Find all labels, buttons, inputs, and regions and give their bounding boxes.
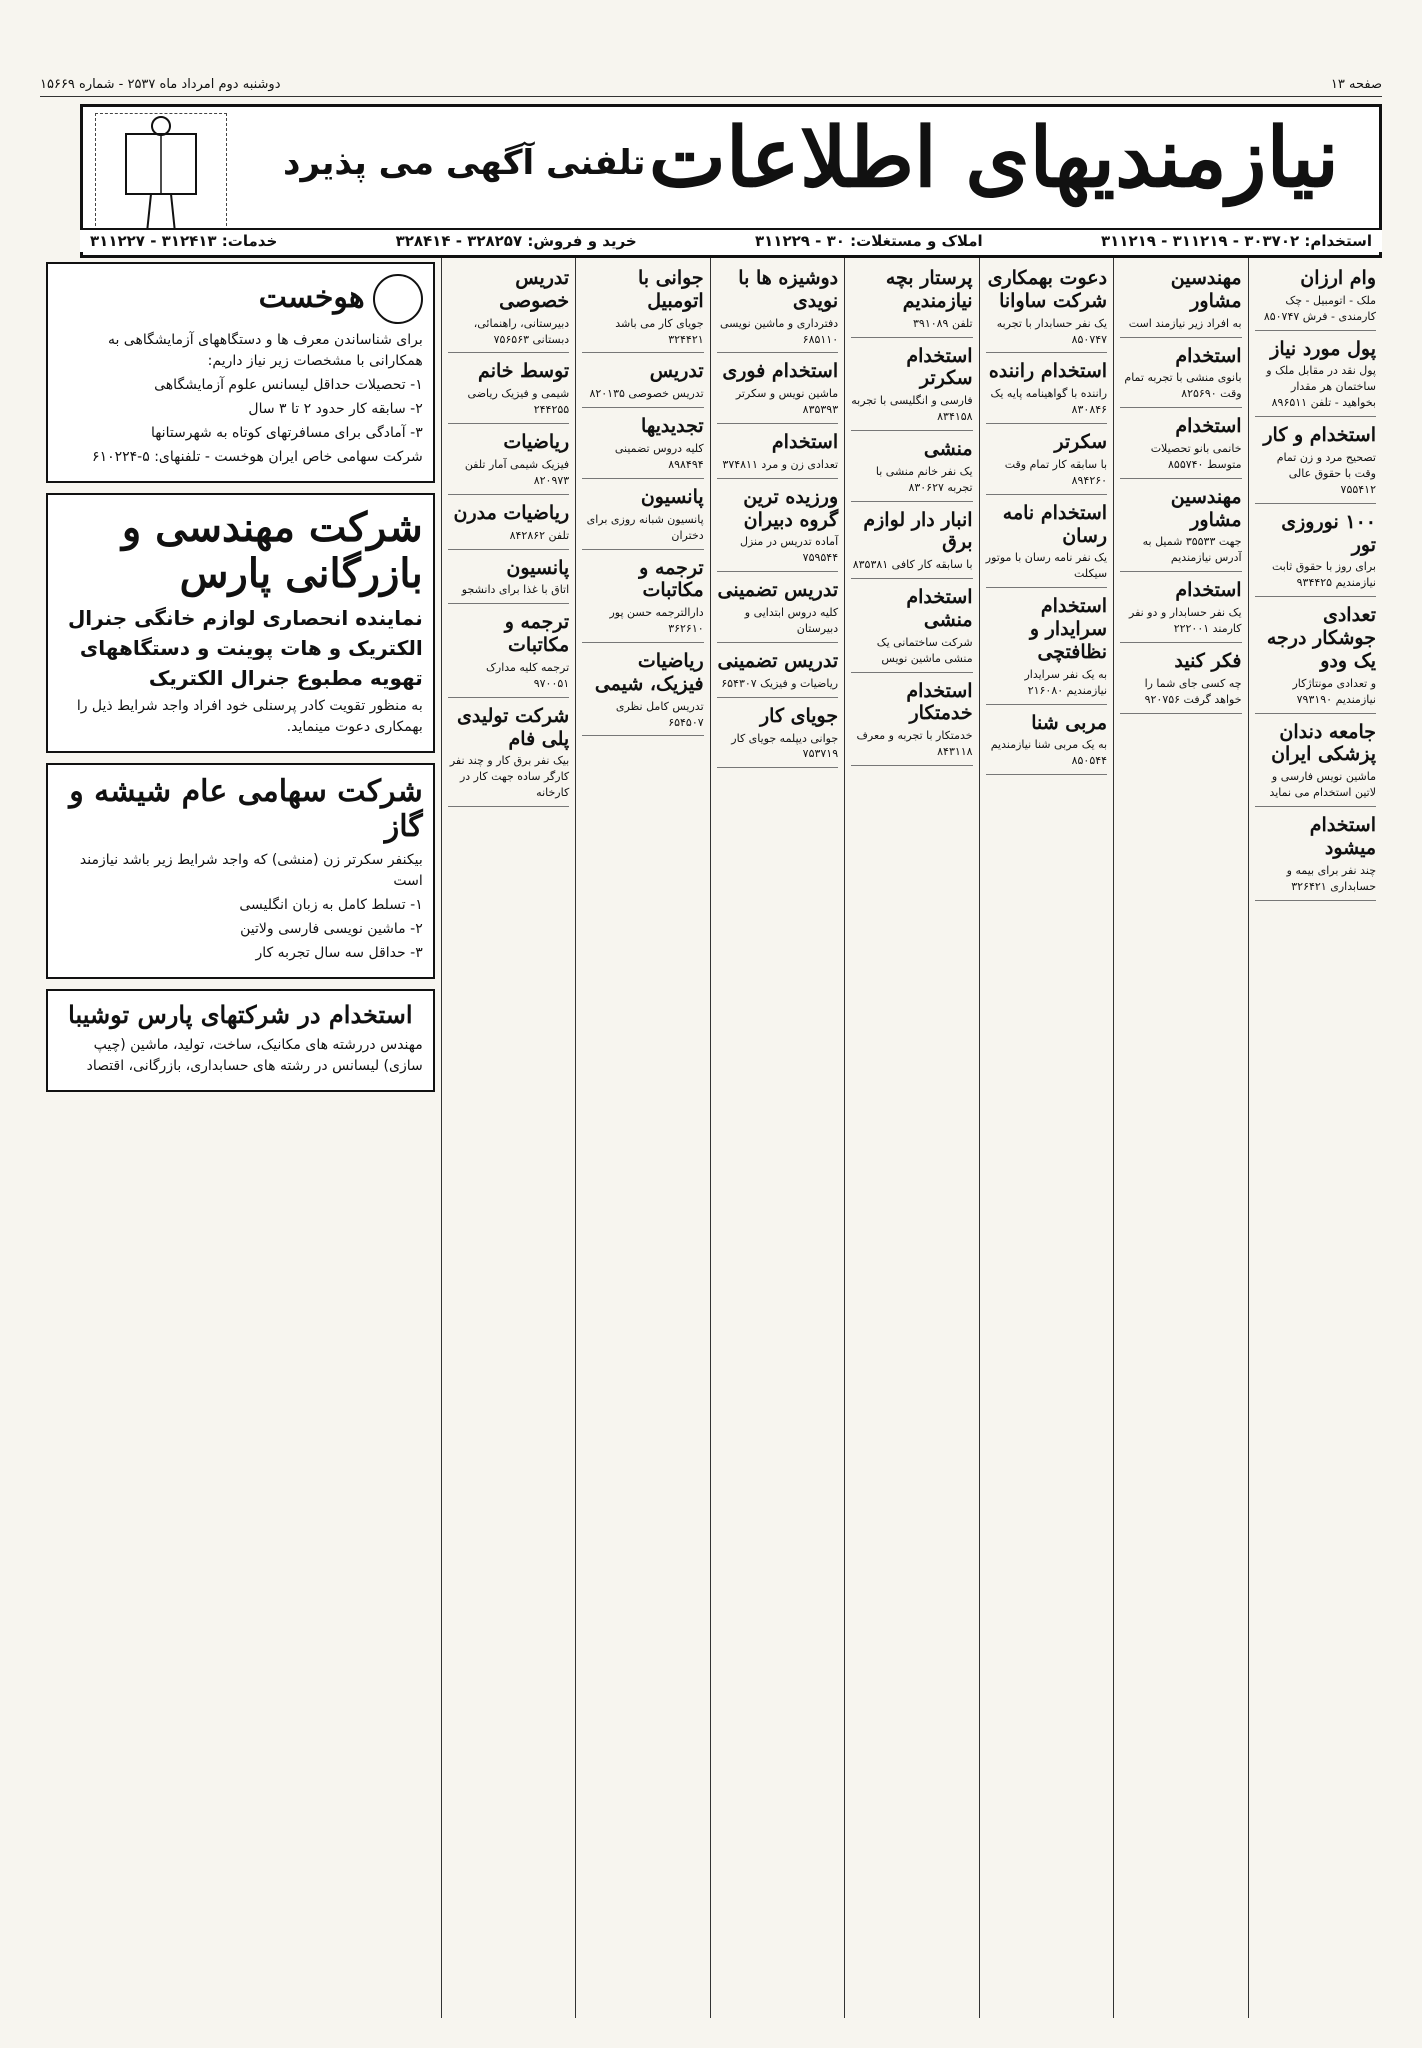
glass-gas-title: شرکت سهامی عام شیشه و گاز [69,774,423,844]
phone-realestate: املاک و مستغلات: ۳۰ - ۳۱۱۲۲۹ [755,232,983,250]
ad-title: استخدام [771,431,839,454]
ad-title: استخدام نامه رسان [1002,501,1108,547]
ad-item [1255,716,1376,807]
ad-body: به یک مربی شنا نیازمندیم ۸۵۰۵۴۴ [990,738,1108,768]
ad-body: با سابقه کار تمام وقت ۸۹۴۲۶۰ [1004,457,1108,487]
ad-body: جوانی دیپلمه جویای کار ۷۵۳۷۱۹ [731,731,839,761]
ad-item [1255,599,1376,713]
ad-body: دبیرستانی، راهنمائی، دبستانی ۷۵۶۵۶۳ [473,316,570,346]
ad-item [448,355,569,424]
ad-item [986,262,1107,353]
ad-title: جامعه دندان پزشکی ایران [1271,720,1376,766]
column-5 [710,258,844,2018]
glass-gas-ad [46,763,435,979]
ad-title: استخدام منشی [906,586,973,631]
ad-title: ریاضیات مدرن [453,501,570,524]
ad-item [582,552,703,643]
ad-item [717,355,838,424]
ad-title: مربی شنا [1031,711,1108,734]
ad-item [717,426,838,479]
pars-engineering-ad [46,493,435,753]
ad-title: وام ارزان [1300,267,1376,289]
ad-body: تدریس کامل نظری ۶۵۴۵۰۷ [615,699,704,729]
ad-title: مهندسین مشاور [1170,485,1242,531]
ad-title: تعدادی جوشکار درجه یک ودو [1266,604,1376,672]
ad-title: استخدام فوری [722,360,839,383]
ad-body: بانوی منشی با تجربه تمام وقت ۸۲۵۶۹۰ [1124,371,1242,401]
ad-item [582,645,703,736]
ad-title: استخدام و کار [1263,424,1376,447]
ad-body: یک نفر نامه رسان با موتور سیکلت [985,551,1108,581]
pars-toshiba-ad [46,989,435,1092]
ad-body: یک نفر حسابدار و دو نفر کارمند ۲۲۲۰۰۱ [1129,606,1242,636]
hoechst-item-3: ۳- آمادگی برای مسافرتهای کوتاه به شهرستانها [150,425,423,441]
ad-item [851,504,972,580]
ad-title: استخدام سرایدار و نظافتچی [1029,595,1108,663]
ad-body: تعدادی زن و مرد ۳۷۴۸۱۱ [722,457,839,471]
ad-title: تجدیدیها [641,415,704,438]
ad-title: فکر کنید [1174,650,1242,673]
ad-body: به افراد زیر نیازمند است [1128,316,1242,330]
ad-title: انبار دار لوازم برق [863,508,973,554]
ad-body: پانسیون شبانه روزی برای دختران [586,512,704,542]
ad-item [1255,262,1376,331]
ad-body: فیزیک شیمی آمار تلفن ۸۲۰۹۷۳ [464,457,570,487]
ad-item [986,590,1107,704]
phone-bar [80,228,1382,252]
ad-item [448,262,569,353]
ad-body: فارسی و انگلیسی با تجربه ۸۳۴۱۵۸ [851,394,973,424]
ad-body: دارالترجمه حسن پور ۳۶۲۶۱۰ [609,606,704,636]
ad-title: پول مورد نیاز [1270,337,1376,360]
ad-body: با سابقه کار کافی ۸۳۵۳۸۱ [852,558,973,572]
ad-title: استخدام [1175,344,1242,367]
toshiba-body: مهندس دررشته های مکانیک، ساخت، تولید، ماشین (چیپ سازی) لیسانس در رشته های حسابداری، بازرگانی، اقتصاد [86,1036,423,1074]
ad-item [717,481,838,572]
page-label: صفحه ۱۳ [1330,76,1382,92]
display-ads-column [40,258,441,2018]
ad-item [1255,506,1376,597]
ad-item [1255,419,1376,504]
hoechst-title-text: هوخست [258,280,365,315]
hoechst-logo-icon [373,274,423,324]
phone-trade: خرید و فروش: ۳۲۸۲۵۷ - ۳۲۸۴۱۴ [395,232,637,250]
glass-gas-body: بیکنفر سکرتر زن (منشی) که واجد شرایط زیر باشد نیازمند است [79,852,423,889]
ad-body: پول نقد در مقابل ملک و ساختمان هر مقدار بخواهید - تلفن ۸۹۶۵۱۱ [1266,364,1376,410]
ad-item [851,675,972,766]
ad-body: شیمی و فیزیک ریاضی ۲۴۴۲۵۵ [467,387,570,417]
ad-body: خانمی بانو تحصیلات متوسط ۸۵۵۷۴۰ [1150,442,1242,471]
ad-body: خدمتکار با تجربه و معرف ۸۴۳۱۱۸ [856,729,973,759]
ad-item [1120,481,1241,572]
ad-item [448,552,569,605]
ad-item [1120,410,1241,479]
page-subtitle: تلفنی آگهی می پذیرد [283,143,646,183]
hoechst-ad [46,262,435,483]
ad-body: کلیه دروس ابتدایی و دبیرستان [744,606,839,636]
ad-body: تلفن ۳۹۱۰۸۹ [913,316,973,330]
column-6 [575,258,709,2018]
ad-body: شرکت ساختمانی یک منشی ماشین نویس [876,635,973,665]
ad-title: تدریس [649,360,704,383]
ad-item [717,700,838,769]
ad-item [1120,262,1241,338]
ad-title: جویای کار [759,704,839,727]
ad-title: توسط خانم [478,360,570,383]
ad-item [717,262,838,353]
ad-title: استخدام راننده [988,360,1108,383]
ad-title: استخدام [1175,415,1242,438]
ad-body: اتاق با غذا برای دانشجو [461,583,570,597]
ad-title: استخدام خدمتکار [906,679,973,725]
pars-body: به منظور تقویت کادر پرسنلی خود افراد واجد شرایط ذیل را بهمکاری دعوت مینماید. [76,698,423,735]
ad-body: یک نفر حسابدار با تجربه ۸۵۰۷۴۷ [996,316,1108,346]
ad-title: ۱۰۰ نوروزی تور [1281,510,1376,556]
ad-title: ورزیده ترین گروه دبیران [743,485,839,531]
ad-title: تدریس تضمینی [717,650,839,673]
ad-body: جهت ۳۵۵۳۳ شمیل به آدرس نیازمندیم [1142,535,1242,565]
glass-gas-item-2: ۲- ماشین نویسی فارسی ولاتین [240,921,423,937]
hoechst-footer: شرکت سهامی خاص ایران هوخست - تلفنهای: ۵-۶۱۰۲۲۴ [92,449,423,465]
ad-title: تدریس تضمینی [717,579,839,602]
ad-body: تدریس خصوصی ۸۲۰۱۳۵ [589,387,704,401]
hoechst-item-2: ۲- سابقه کار حدود ۲ تا ۳ سال [248,401,423,417]
ad-item [1255,809,1376,900]
ad-item [851,340,972,431]
ad-title: شرکت تولیدی پلی فام [456,704,570,750]
ad-item [986,707,1107,776]
ad-body: آماده تدریس در منزل ۷۵۹۵۴۴ [739,535,839,565]
ad-item [851,433,972,502]
ad-title: پانسیون [506,556,570,579]
ad-title: استخدام [1175,579,1242,602]
ad-item [448,606,569,697]
hoechst-intro: برای شناساندن معرف ها و دستگاههای آزمایشگاهی به همکارانی با مشخصات زیر نیاز داریم: [107,332,423,369]
ad-title: سکرتر [1054,431,1108,454]
ad-body: جویای کار می باشد ۳۲۴۴۲۱ [615,316,704,346]
ad-body: ملک - اتومبیل - چک کارمندی - فرش ۸۵۰۷۴۷ [1263,293,1376,323]
column-3 [979,258,1113,2018]
ad-item [582,262,703,353]
phone-services: خدمات: ۳۱۲۴۱۳ - ۳۱۱۲۲۷ [90,232,278,250]
ad-body: یک نفر خانم منشی با تجربه ۸۳۰۶۲۷ [875,464,973,494]
ad-item [986,497,1107,588]
ad-title: ترجمه و مکاتبات [639,556,704,602]
ad-body: ریاضیات و فیزیک ۶۵۴۳۰۷ [721,676,839,690]
ad-body: بیک نفر برق کار و چند نفر کارگر ساده جهت کار در کارخانه [449,754,570,800]
ad-item [851,262,972,338]
ad-item [582,410,703,479]
ad-item [717,574,838,643]
ad-body: کلیه دروس تضمینی ۸۹۸۴۹۴ [614,442,704,471]
ad-body: ترجمه کلیه مدارک ۹۷۰۰۵۱ [486,660,570,690]
column-1 [1248,258,1382,2018]
column-7 [441,258,575,2018]
ad-title: پرستار بچه نیازمندیم [885,267,973,312]
ad-item [851,581,972,672]
ad-body: برای روز با حقوق ثابت نیازمندیم ۹۳۴۴۲۵ [1272,560,1376,590]
ad-body: ماشین نویس فارسی و لاتین استخدام می نماید [1269,770,1376,800]
ad-item [717,645,838,698]
ad-item [986,355,1107,424]
glass-gas-item-1: ۱- تسلط کامل به زبان انگلیسی [239,897,423,913]
ad-title: تدریس خصوصی [499,267,570,312]
ad-item [448,497,569,550]
ad-title: ریاضیات فیزیک، شیمی [594,650,704,695]
ad-item [448,426,569,495]
toshiba-title: استخدام در شرکتهای پارس توشیبا [68,1000,413,1029]
ad-title: استخدام میشود [1309,814,1376,859]
ad-body: به یک نفر سرایدار نیازمندیم ۲۱۶۰۸۰ [1024,667,1108,697]
ad-item [1120,574,1241,643]
ad-title: استخدام سکرتر [906,344,973,390]
page-title: نیازمندیهای اطلاعات [648,110,1339,206]
ad-item [582,355,703,408]
column-4 [844,258,978,2018]
ad-body: تصحیح مرد و زن تمام وقت با حقوق عالی ۷۵۵۴۱۲ [1276,451,1376,496]
ad-item [1120,645,1241,714]
ad-item [582,481,703,550]
ad-title: جوانی با اتومبیل [638,267,704,312]
ad-body: چند نفر برای بیمه و حسابداری ۳۲۶۴۲۱ [1286,863,1376,893]
ad-title: ترجمه و مکاتبات [504,611,570,657]
ad-body: تلفن ۸۴۲۸۶۲ [509,528,570,542]
ad-body: و تعدادی مونتاژکار نیازمندیم ۷۹۳۱۹۰ [1292,676,1376,706]
ad-title: ریاضیات [503,431,570,454]
ad-item [1120,340,1241,409]
classified-columns [40,258,1382,2018]
hoechst-title [58,274,423,324]
ad-title: دوشیزه ها با نویدی [738,267,839,312]
ad-title: مهندسین مشاور [1170,267,1242,312]
hoechst-item-1: ۱- تحصیلات حداقل لیسانس علوم آزمایشگاهی [154,377,423,393]
ad-title: پانسیون [640,485,704,508]
ad-body: دفترداری و ماشین نویسی ۶۸۵۱۱۰ [719,316,839,346]
ad-item [1255,333,1376,418]
date-line: دوشنبه دوم امرداد ماه ۲۵۳۷ - شماره ۱۵۶۶۹ [40,76,281,92]
ad-body: راننده با گواهینامه پایه یک ۸۳۰۸۴۶ [990,387,1108,417]
ad-title: دعوت بهمکاری شرکت ساوانا [987,267,1108,312]
ad-item [448,700,569,807]
column-2 [1113,258,1247,2018]
ad-body: ماشین نویس و سکرتر ۸۳۵۳۹۳ [735,387,839,417]
ad-body: چه کسی جای شما را خواهد گرفت ۹۲۰۷۵۶ [1144,676,1242,706]
pars-title: شرکت مهندسی و بازرگانی پارس [121,504,423,597]
pars-subtitle: نماینده انحصاری لوازم خانگی جنرال الکتریک و هات پوینت و دستگاههای تهویه مطبوع جنرال الکتریک [67,606,423,690]
ad-item [986,426,1107,495]
top-info-line [40,72,1382,97]
phone-employment: استخدام: ۳۰۳۷۰۲ - ۳۱۱۲۱۹ - ۳۱۱۲۱۹ [1100,232,1372,250]
glass-gas-item-3: ۳- حداقل سه سال تجربه کار [255,945,423,961]
ad-title: منشی [923,438,973,460]
